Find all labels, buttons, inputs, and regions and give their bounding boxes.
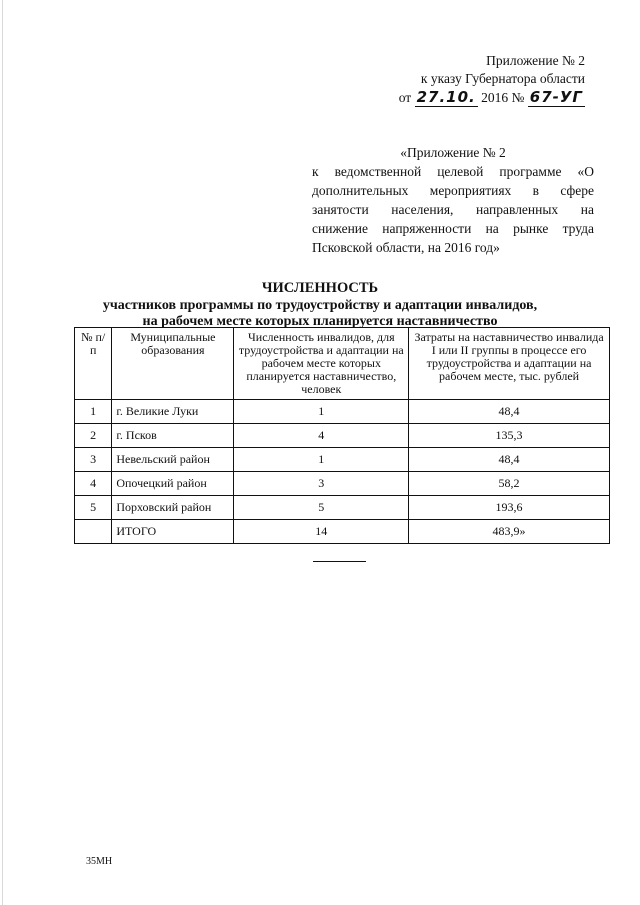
header-cost: Затраты на наставничество инвалида I или II группы в процессе его трудоустройства и адаптации на рабочем месте, тыс. рублей xyxy=(409,328,610,400)
appendix-number: Приложение № 2 xyxy=(486,53,585,68)
table-row xyxy=(75,448,610,472)
end-divider-line xyxy=(313,561,366,562)
cell-count: 1 xyxy=(234,400,409,424)
date-prefix: от xyxy=(398,90,412,105)
appendix-date-line xyxy=(330,88,585,107)
title-sub-1: участников программы по трудоустройству и адаптации инвалидов, xyxy=(102,298,538,313)
title-sub-2: на рабочем месте которых планируется наставничество xyxy=(142,314,498,329)
table-row xyxy=(75,472,610,496)
cell-municipality: Опочецкий район xyxy=(112,472,234,496)
table-row xyxy=(75,400,610,424)
cell-cost: 48,4 xyxy=(409,400,610,424)
total-label: ИТОГО xyxy=(112,520,234,544)
table-total-row xyxy=(75,520,610,544)
table-row xyxy=(75,424,610,448)
table-row xyxy=(75,496,610,520)
program-appendix-text: к ведомственной целевой программе «О дополнительных мероприятиях в сфере занятости населения, направленных на снижение напряженности на рынке труда Псковской области, на 2016 год» xyxy=(312,164,594,255)
cell-cost: 58,2 xyxy=(409,472,610,496)
title-main: ЧИСЛЕННОСТЬ xyxy=(261,280,379,296)
total-cost: 483,9» xyxy=(409,520,610,544)
cell-count: 4 xyxy=(234,424,409,448)
program-appendix-block xyxy=(312,143,594,257)
participants-table xyxy=(74,327,610,544)
cell-number: 1 xyxy=(75,400,112,424)
cell-count: 3 xyxy=(234,472,409,496)
cell-number: 2 xyxy=(75,424,112,448)
cell-number: 3 xyxy=(75,448,112,472)
appendix-decree: к указу Губернатора области xyxy=(420,71,585,86)
cell-number: 5 xyxy=(75,496,112,520)
cell-count: 1 xyxy=(234,448,409,472)
cell-cost: 135,3 xyxy=(409,424,610,448)
total-count: 14 xyxy=(234,520,409,544)
footer-code: 35МН xyxy=(86,856,113,867)
cell-cost: 48,4 xyxy=(409,448,610,472)
header-municipality: Муниципальные образования xyxy=(112,328,234,400)
cell-number: 4 xyxy=(75,472,112,496)
cell-cost: 193,6 xyxy=(409,496,610,520)
total-cell-number xyxy=(75,520,112,544)
cell-municipality: Порховский район xyxy=(112,496,234,520)
header-number: № п/п xyxy=(75,328,112,400)
cell-municipality: г. Великие Луки xyxy=(112,400,234,424)
cell-municipality: Невельский район xyxy=(112,448,234,472)
handwritten-date: 27.10. xyxy=(416,88,476,106)
handwritten-decree-number: 67-УГ xyxy=(529,88,583,106)
header-count: Численность инвалидов, для трудоустройства и адаптации на рабочем месте которых планируется наставничество, человек xyxy=(234,328,409,400)
document-title xyxy=(70,280,570,330)
program-appendix-heading: «Приложение № 2 xyxy=(400,145,506,160)
scan-edge-line xyxy=(2,0,3,905)
year-text: 2016 № xyxy=(481,90,525,105)
table-header-row xyxy=(75,328,610,400)
cell-count: 5 xyxy=(234,496,409,520)
cell-municipality: г. Псков xyxy=(112,424,234,448)
appendix-reference-block xyxy=(330,52,585,107)
